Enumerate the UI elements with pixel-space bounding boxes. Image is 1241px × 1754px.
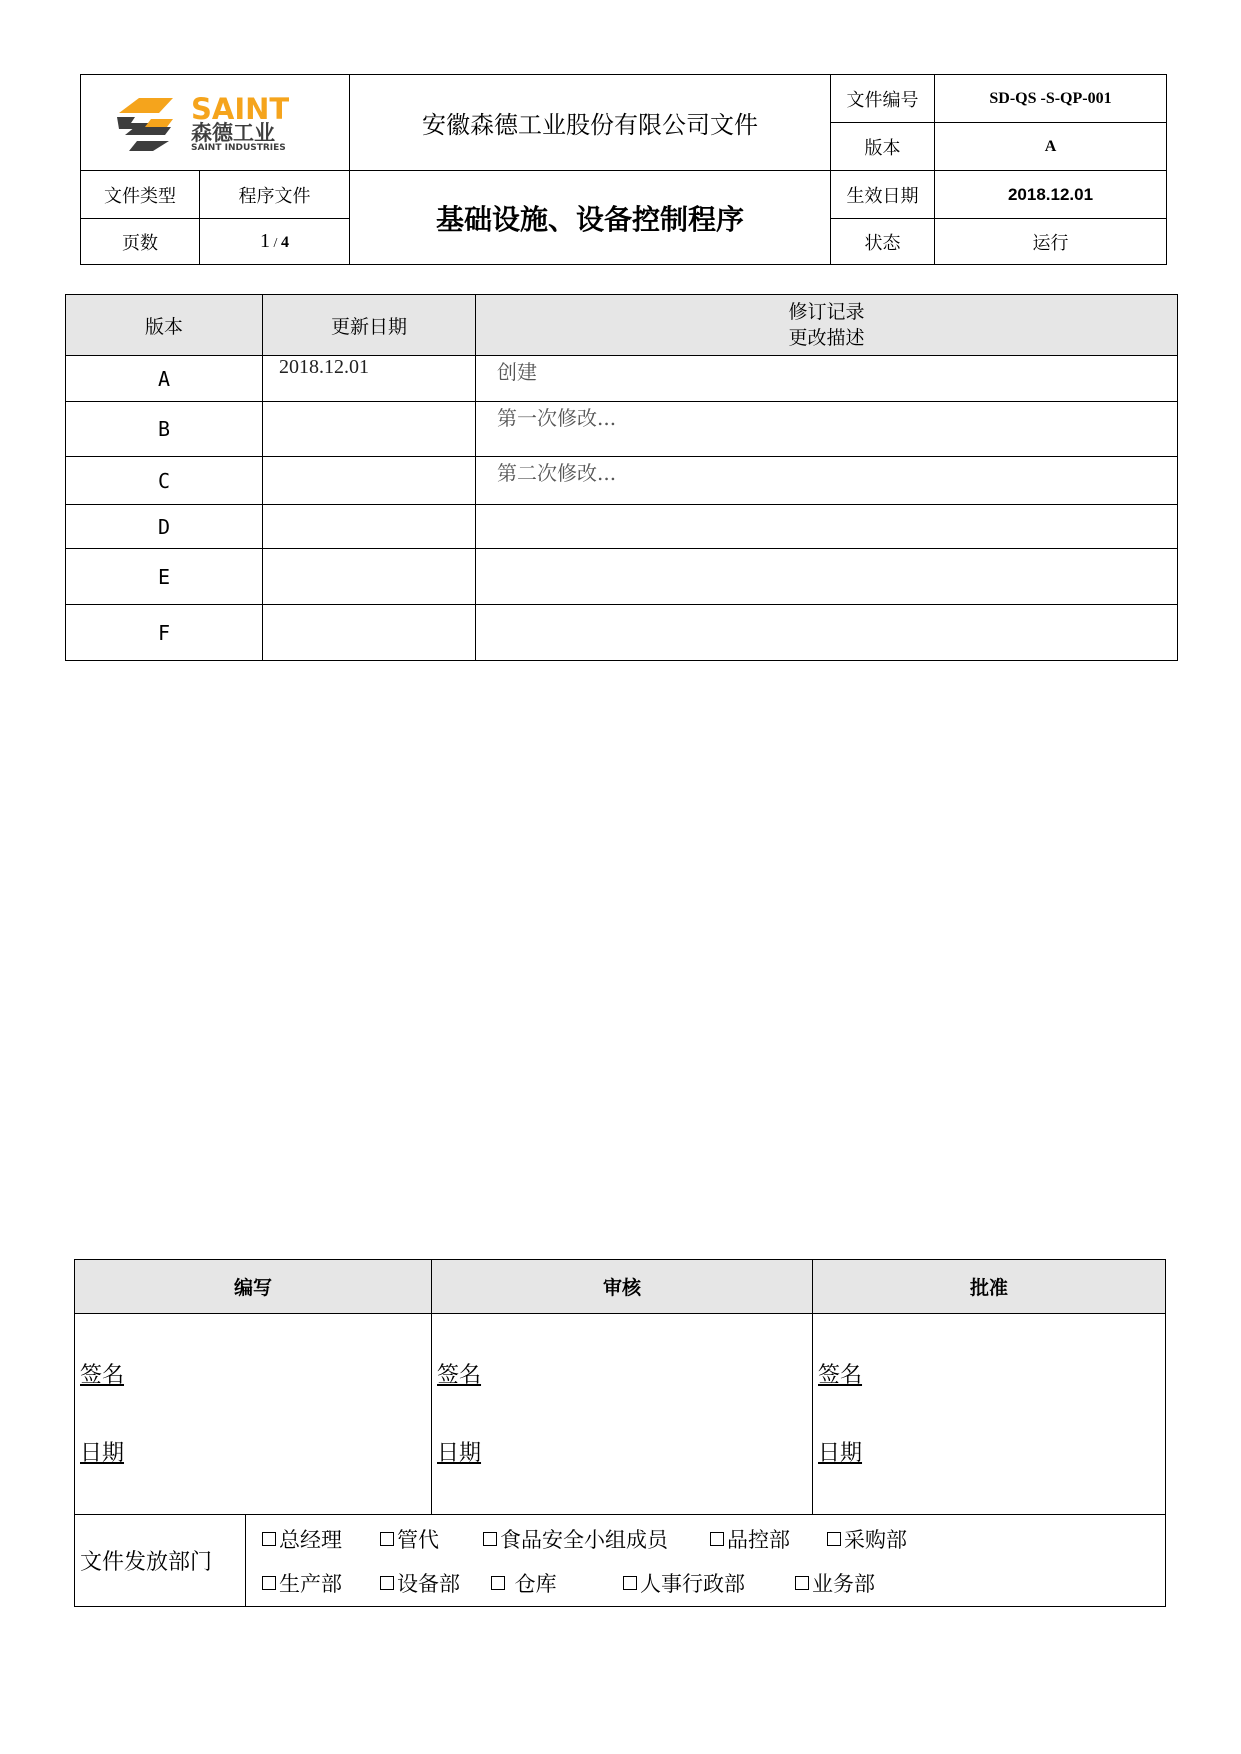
table-row: [66, 402, 1178, 457]
date-label: 日期: [818, 1441, 863, 1466]
col-header-record-line2: 更改描述: [788, 327, 865, 349]
version-label: 版本: [831, 123, 935, 171]
logo-cn: 森德工业: [191, 121, 275, 145]
sign-label: 签名: [80, 1363, 125, 1388]
sign-label: 签名: [818, 1363, 863, 1388]
file-no-label: 文件编号: [831, 75, 935, 123]
file-no-value: SD-QS -S-QP-001: [935, 75, 1167, 123]
dept-checkbox[interactable]: 采购部: [827, 1524, 907, 1554]
col-header-record-line1: 修订记录: [788, 301, 865, 323]
header-reviewer: 审核: [432, 1260, 813, 1314]
status-label: 状态: [831, 219, 935, 265]
logo-cell: [81, 75, 350, 171]
dept-checkbox[interactable]: 仓库: [491, 1568, 623, 1598]
row-date: [263, 505, 476, 549]
row-desc: 第二次修改...: [476, 457, 1178, 505]
row-date: [263, 457, 476, 505]
pages-value: [200, 219, 350, 265]
table-row: [66, 457, 1178, 505]
departments-row-2: [262, 1561, 1165, 1605]
table-row: [66, 356, 1178, 402]
row-version: F: [66, 605, 263, 661]
row-version: E: [66, 549, 263, 605]
doc-type-value: 程序文件: [200, 171, 350, 219]
table-row: [66, 505, 1178, 549]
dept-checkbox[interactable]: 人事行政部: [623, 1568, 795, 1598]
date-label: 日期: [80, 1441, 125, 1466]
dept-checkbox[interactable]: 生产部: [262, 1568, 380, 1598]
checkbox-icon[interactable]: [262, 1576, 276, 1590]
table-row: [66, 605, 1178, 661]
company-doc-title: 安徽森德工业股份有限公司文件: [350, 75, 831, 171]
sign-label: 签名: [437, 1363, 482, 1388]
row-desc: 创建: [476, 356, 1178, 402]
approval-header-row: [75, 1260, 1166, 1314]
doc-type-label: 文件类型: [81, 171, 200, 219]
signature-row: [75, 1314, 1166, 1515]
row-desc: [476, 605, 1178, 661]
doc-title: 基础设施、设备控制程序: [350, 171, 831, 265]
dept-checkbox[interactable]: 管代: [380, 1524, 483, 1554]
author-signature-cell: [75, 1314, 432, 1515]
pages-sep: /: [270, 236, 281, 251]
dept-checkbox[interactable]: 品控部: [710, 1524, 827, 1554]
dept-checkbox[interactable]: 设备部: [380, 1568, 491, 1598]
checkbox-icon[interactable]: [262, 1532, 276, 1546]
date-label: 日期: [437, 1441, 482, 1466]
row-desc: [476, 505, 1178, 549]
row-date: [263, 549, 476, 605]
distribution-departments: [246, 1515, 1166, 1607]
dept-checkbox[interactable]: 食品安全小组成员: [483, 1524, 710, 1554]
effective-date-label: 生效日期: [831, 171, 935, 219]
checkbox-icon[interactable]: [795, 1576, 809, 1590]
saint-logo: [115, 89, 315, 151]
checkbox-icon[interactable]: [380, 1576, 394, 1590]
row-date: [263, 402, 476, 457]
row-desc: 第一次修改...: [476, 402, 1178, 457]
checkbox-icon[interactable]: [827, 1532, 841, 1546]
checkbox-icon[interactable]: [380, 1532, 394, 1546]
distribution-label: 文件发放部门: [75, 1515, 246, 1607]
row-date: [263, 605, 476, 661]
checkbox-icon[interactable]: [491, 1576, 505, 1590]
col-header-date: 更新日期: [263, 295, 476, 356]
checkbox-icon[interactable]: [710, 1532, 724, 1546]
row-date: 2018.12.01: [263, 356, 476, 402]
effective-date-value: 2018.12.01: [935, 171, 1167, 219]
dept-checkbox[interactable]: 业务部: [795, 1568, 875, 1598]
checkbox-icon[interactable]: [483, 1532, 497, 1546]
col-header-version: 版本: [66, 295, 263, 356]
checkbox-icon[interactable]: [623, 1576, 637, 1590]
approver-signature-cell: [813, 1314, 1166, 1515]
row-desc: [476, 549, 1178, 605]
status-value: 运行: [935, 219, 1167, 265]
header-author: 编写: [75, 1260, 432, 1314]
reviewer-signature-cell: [432, 1314, 813, 1515]
table-row: [66, 549, 1178, 605]
revision-table: [65, 294, 1178, 661]
pages-label: 页数: [81, 219, 200, 265]
logo-en: SAINT INDUSTRIES: [191, 143, 286, 151]
row-version: B: [66, 402, 263, 457]
logo-brand: SAINT: [191, 92, 290, 126]
approval-table: [74, 1259, 1166, 1607]
row-version: C: [66, 457, 263, 505]
version-value: A: [935, 123, 1167, 171]
departments-row-1: [262, 1517, 1165, 1561]
header-approver: 批准: [813, 1260, 1166, 1314]
revision-header-row: [66, 295, 1178, 356]
dept-checkbox[interactable]: 总经理: [262, 1524, 380, 1554]
col-header-record: [476, 295, 1178, 356]
row-version: D: [66, 505, 263, 549]
row-version: A: [66, 356, 263, 402]
pages-total: 4: [280, 234, 289, 251]
pages-current: 1: [260, 230, 271, 252]
distribution-row: [75, 1515, 1166, 1607]
document-header: [80, 74, 1167, 265]
